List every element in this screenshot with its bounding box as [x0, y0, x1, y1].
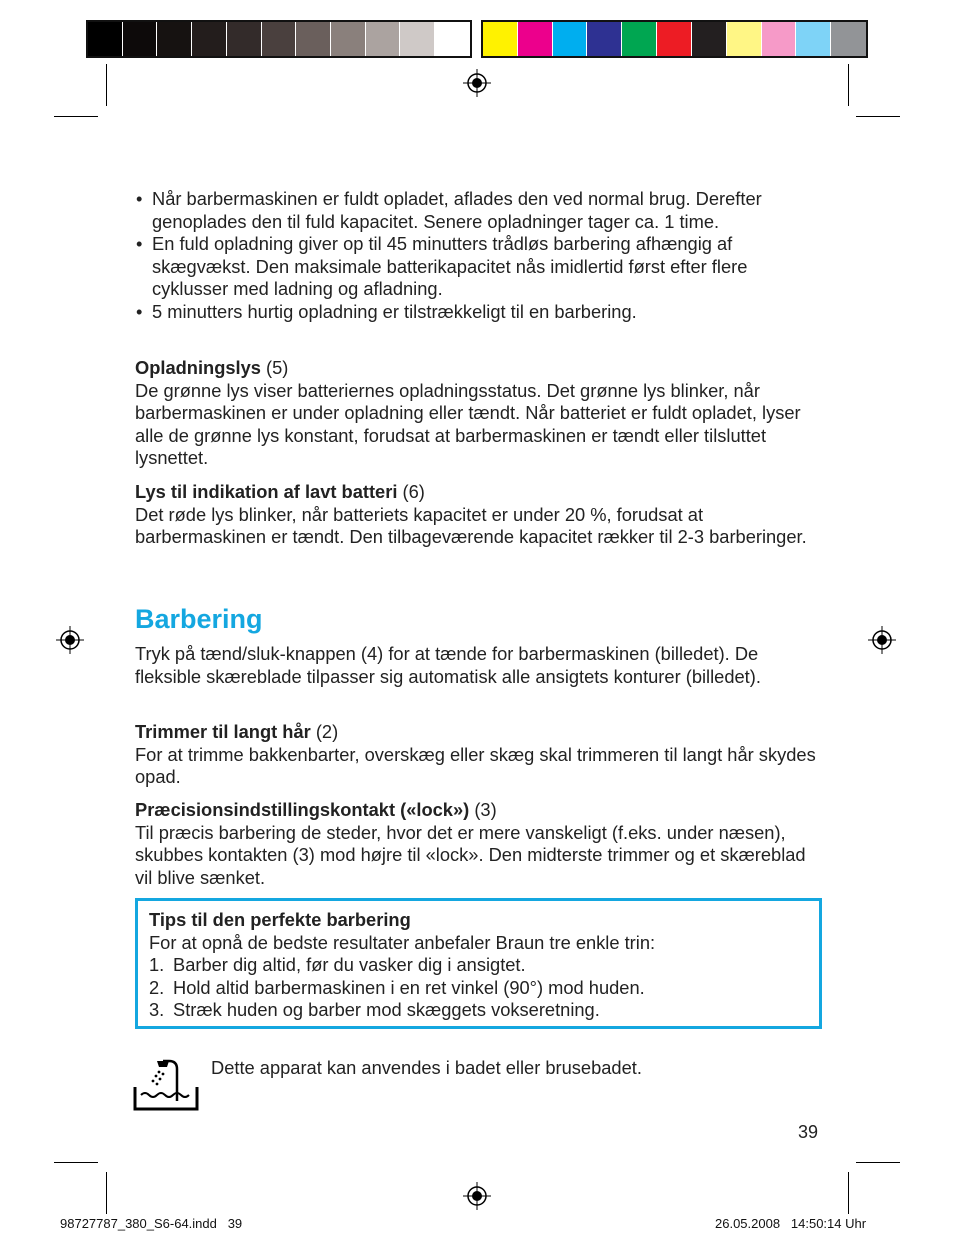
color-swatch [366, 22, 401, 56]
tips-box [135, 898, 822, 1029]
bullet-marker: • [136, 300, 143, 322]
bullet-text: En fuld opladning giver op til 45 minutters trådløs barbering afhængig af skægvækst. Den maksimale batterikapacitet nås imidlertid først efter flere cyklusser med ladning og afladning. [152, 233, 748, 300]
list-item [135, 233, 825, 301]
trimmer-text: For at trimme bakkenbarter, overskæg eller skæg skal trimmeren til langt hår skydes opad. [135, 743, 816, 788]
heading-bold: Præcisionsindstillingskontakt («lock») [135, 799, 470, 820]
crop-mark [54, 116, 98, 117]
color-swatch [796, 22, 831, 56]
charge-light-heading [135, 357, 825, 380]
registration-mark-icon [56, 626, 84, 654]
low-battery-section [135, 481, 825, 549]
heading-ref: (5) [260, 357, 289, 378]
heading-ref: (2) [310, 721, 339, 742]
step-text: Hold altid barbermaskinen i en ret vinkel (90°) mod huden. [173, 976, 645, 998]
color-swatch [657, 22, 692, 56]
registration-mark-icon [463, 69, 491, 97]
registration-mark-icon [463, 1182, 491, 1210]
crop-mark [848, 1172, 849, 1214]
page-number: 39 [798, 1122, 819, 1142]
tips-heading: Tips til den perfekte barbering [149, 909, 411, 930]
color-swatch [587, 22, 622, 56]
color-swatch [227, 22, 262, 56]
bullet-marker: • [136, 233, 143, 255]
list-item [149, 954, 808, 977]
bullet-text: Når barbermaskinen er fuldt opladet, aflades den ved normal brug. Derefter genoplades den til fuld kapacitet. Senere opladninger tager ca. 1 time. [152, 188, 762, 232]
color-swatch [692, 22, 727, 56]
color-swatch [157, 22, 192, 56]
color-swatch [518, 22, 553, 56]
precision-text: Til præcis barbering de steder, hvor det er mere vanskeligt (f.eks. under næsen), skubbes kontakten (3) mod højre til «lock». Den midterste trimmer og et skæreblad vil blive sænket. [135, 821, 806, 888]
color-swatch [483, 22, 518, 56]
color-swatch [622, 22, 657, 56]
color-swatch [262, 22, 297, 56]
step-number: 2. [149, 976, 165, 998]
charging-bullet-list [135, 188, 825, 324]
footer-file-info: 98727787_380_S6-64.indd 39 [60, 1216, 243, 1231]
color-swatch [88, 22, 123, 56]
tips-intro: For at opnå de bedste resultater anbefaler Braun tre enkle trin: [149, 931, 656, 953]
heading-bold: Opladningslys [135, 357, 261, 378]
trimmer-heading [135, 721, 825, 744]
color-swatch [331, 22, 366, 56]
list-item [135, 301, 825, 324]
list-item [149, 977, 808, 1000]
color-swatch [400, 22, 435, 56]
step-number: 1. [149, 954, 165, 976]
charge-light-text: De grønne lys viser batteriernes opladningsstatus. Det grønne lys blinker, når barbermaskinen er under opladning eller tændt. Når batteriet er fuldt opladet, lyser alle de grønne lys konstant, forudsat at barbermaskinen er tændt eller tilsluttet lysnettet. [135, 379, 801, 469]
color-swatch [123, 22, 158, 56]
list-item [135, 188, 825, 233]
crop-mark [848, 64, 849, 106]
color-swatch [831, 22, 866, 56]
list-item [149, 999, 808, 1022]
low-battery-text: Det røde lys blinker, når batteriets kapacitet er under 20 %, forudsat at barbermaskinen er tændt. Den tilbageværende kapacitet rækker til 2-3 barberinger. [135, 503, 807, 548]
bullet-text: 5 minutters hurtig opladning er tilstrækkeligt til en barbering. [152, 300, 637, 322]
color-calibration-bar-left [86, 20, 472, 58]
heading-bold: Trimmer til langt hår [135, 721, 311, 742]
color-swatch [762, 22, 797, 56]
trimmer-section [135, 721, 825, 789]
crop-mark [856, 116, 900, 117]
bullet-marker: • [136, 188, 143, 209]
step-number: 3. [149, 999, 165, 1021]
color-swatch [296, 22, 331, 56]
color-swatch [192, 22, 227, 56]
shaving-text: Tryk på tænd/sluk-knappen (4) for at tænde for barbermaskinen (billedet). De fleksible skæreblade tilpasser sig automatisk alle ansigtets konturer (billedet). [135, 643, 761, 687]
crop-mark [856, 1162, 900, 1163]
heading-ref: (6) [397, 481, 425, 502]
color-swatch [435, 22, 470, 56]
crop-mark [106, 1172, 107, 1214]
low-battery-heading [135, 481, 825, 504]
color-swatch [553, 22, 588, 56]
step-text: Stræk huden og barber mod skæggets vokseretning. [173, 999, 600, 1021]
crop-mark [106, 64, 107, 106]
bath-shower-icon [133, 1057, 199, 1113]
step-text: Barber dig altid, før du vasker dig i ansigtet. [173, 954, 526, 976]
precision-section [135, 799, 825, 889]
precision-heading [135, 799, 825, 822]
footer-date-info: 26.05.2008 14:50:14 Uhr [715, 1216, 867, 1231]
charge-light-section [135, 357, 825, 470]
registration-mark-icon [868, 626, 896, 654]
crop-mark [54, 1162, 98, 1163]
bath-notice-text: Dette apparat kan anvendes i badet eller brusebadet. [211, 1057, 642, 1078]
section-title: Barbering [135, 604, 263, 634]
heading-ref: (3) [469, 799, 497, 820]
color-calibration-bar-right [481, 20, 868, 58]
heading-bold: Lys til indikation af lavt batteri [135, 481, 398, 502]
color-swatch [727, 22, 762, 56]
